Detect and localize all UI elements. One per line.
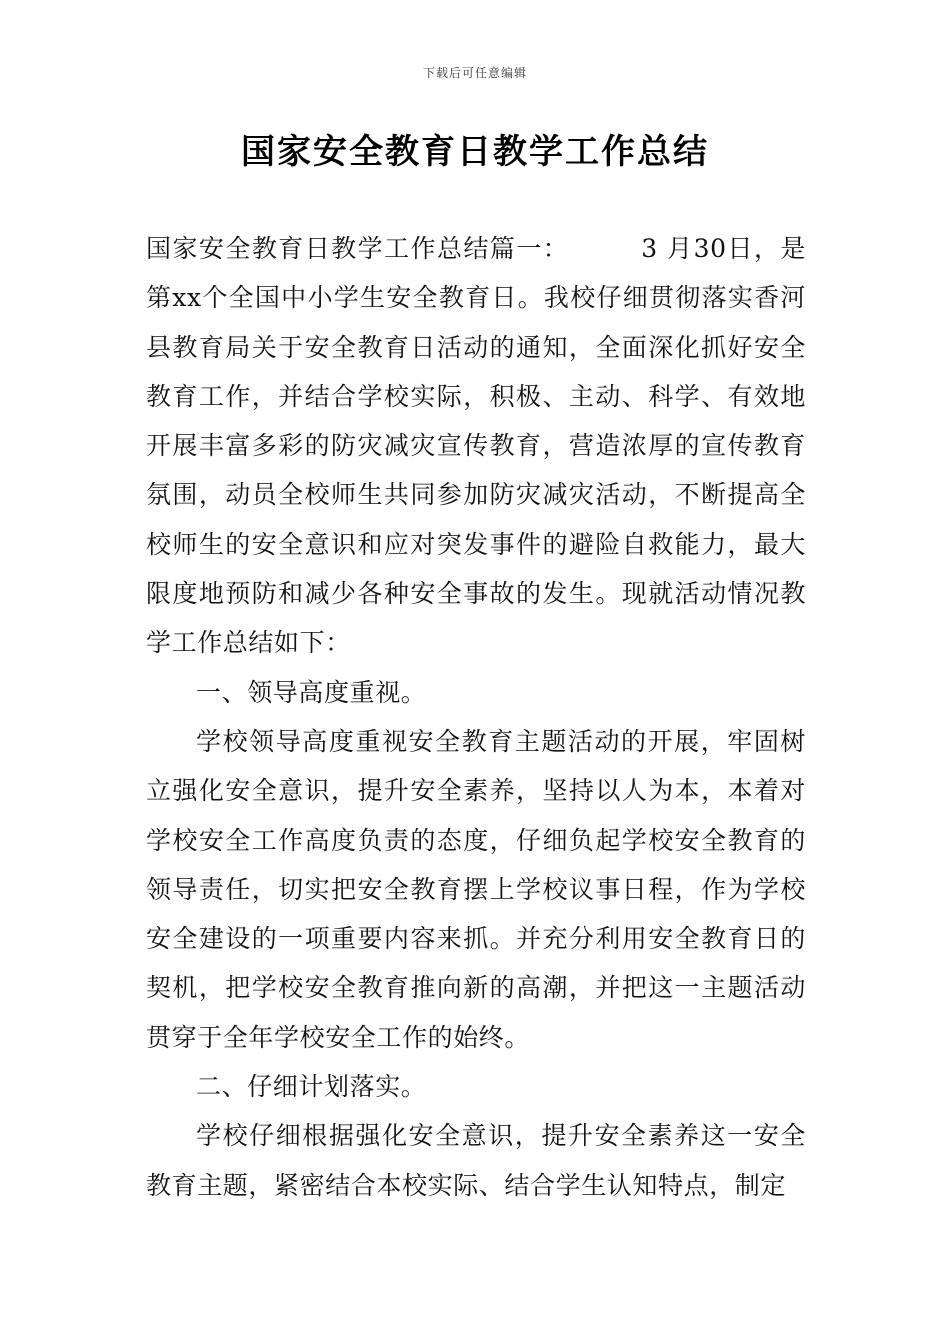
document-title: 国家安全教育日教学工作总结 bbox=[241, 132, 709, 172]
document-body bbox=[146, 224, 806, 1210]
intro-lead: 国家安全教育日教学工作总结篇一： bbox=[146, 234, 570, 263]
section1-paragraph: 学校领导高度重视安全教育主题活动的开展，牢固树立强化安全意识，提升安全素养，坚持以人为本，本着对学校安全工作高度负责的态度，仔细负起学校安全教育的领导责任，切实把安全教育摆上学校议事日程，作为学校安全建设的一项重要内容来抓。并充分利用安全教育日的契机，把学校安全教育推向新的高潮，并把这一主题活动贯穿于全年学校安全工作的始终。 bbox=[146, 726, 806, 1052]
section2-paragraph: 学校仔细根据强化安全意识，提升安全素养这一安全教育主题，紧密结合本校实际、结合学生认知特点，制定 bbox=[146, 1121, 806, 1200]
header-note: 下载后可任意编辑 bbox=[422, 66, 527, 80]
intro-paragraph bbox=[146, 224, 806, 668]
intro-rest: 3 月30日，是第xx个全国中小学生安全教育日。我校仔细贯彻落实香河县教育局关于安全教育日活动的通知，全面深化抓好安全教育工作，并结合学校实际，积极、主动、科学、有效地开展丰富多彩的防灾减灾宣传教育，营造浓厚的宣传教育氛围，动员全校师生共同参加防灾减灾活动，不断提高全校师生的安全意识和应对突发事件的避险自救能力，最大限度地预防和减少各种安全事故的发生。现就活动情况教学工作总结如下： bbox=[146, 234, 806, 658]
section2-heading: 二、仔细计划落实。 bbox=[196, 1072, 427, 1102]
section1-heading: 一、领导高度重视。 bbox=[196, 677, 427, 707]
